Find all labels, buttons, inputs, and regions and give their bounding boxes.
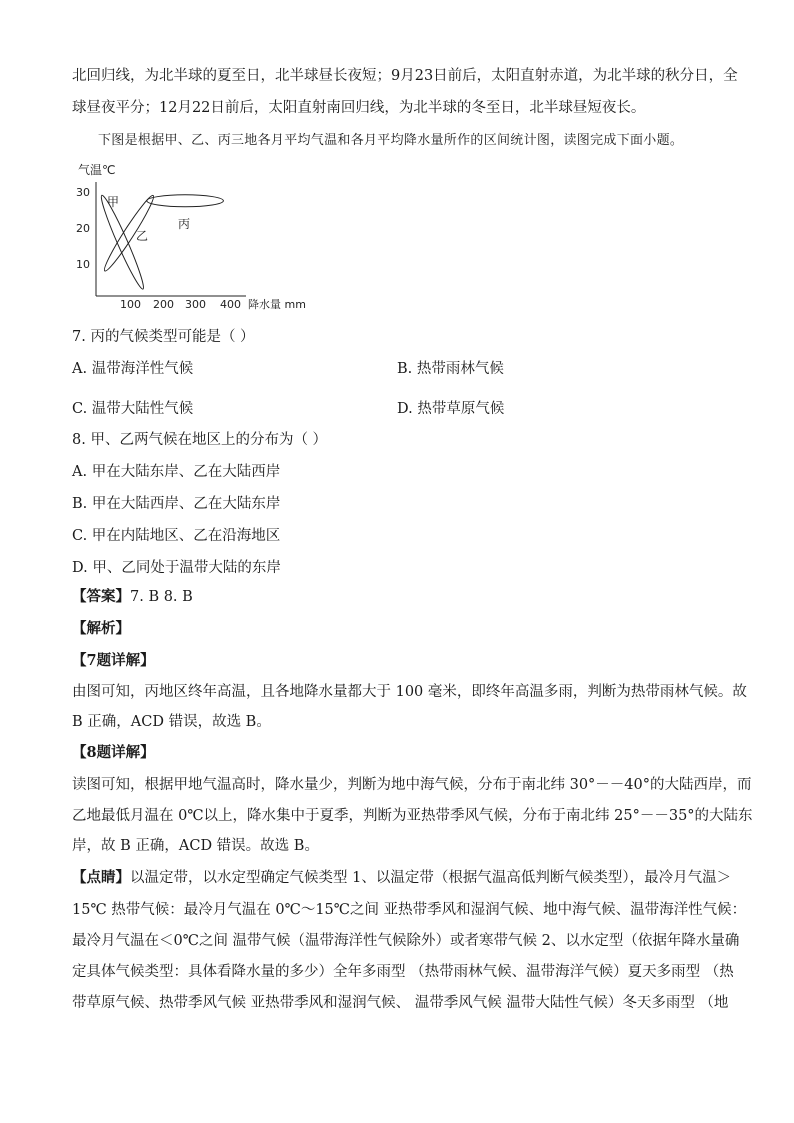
tip-line-3: 最冷月气温在＜0℃之间 温带气候（温带海洋性气候除外）或者寒带气候 2、以水定型（依据年降水量确: [72, 933, 740, 949]
tip-line-4: 定具体气候类型：具体看降水量的多少）全年多雨型 （热带雨林气候、温带海洋气候）夏天多雨型 （热: [72, 964, 734, 980]
y-tick-20: 20: [76, 222, 90, 235]
q7-detail-line-2: B 正确，ACD 错误，故选 B。: [72, 714, 271, 730]
y-tick-10: 10: [76, 258, 90, 271]
analysis-tag: 【解析】: [72, 620, 130, 637]
q8-option-d: D. 甲、乙同处于温带大陆的东岸: [72, 560, 281, 576]
q8-detail-line-1: 读图可知，根据甲地气温高时，降水量少，判断为地中海气候，分布于南北纬 30°－－40°的大陆西岸，而: [72, 777, 752, 793]
question-prompt: 下图是根据甲、乙、丙三地各月平均气温和各月平均降水量所作的区间统计图，读图完成下面小题。: [98, 133, 684, 148]
climate-range-chart: [60, 158, 330, 318]
intro-line-2: 球昼夜平分；12月22日前后，太阳直射南回归线，为北半球的冬至日，北半球昼短夜长。: [72, 100, 646, 116]
q8-option-c: C. 甲在内陆地区、乙在沿海地区: [72, 528, 281, 544]
q7-option-c: C. 温带大陆性气候: [72, 401, 194, 417]
tip-text-1: 以温定带，以水定型确定气候类型 1、以温定带（根据气温高低判断气候类型），最冷月气温＞: [130, 870, 732, 886]
q7-detail-tag: 【7题详解】: [72, 652, 155, 669]
q7-detail-line-1: 由图可知，丙地区终年高温，且各地降水量都大于 100 毫米，即终年高温多雨，判断为热带雨林气候。故: [72, 684, 747, 700]
answer-line: [72, 587, 722, 607]
q7-option-d: D. 热带草原气候: [397, 401, 505, 417]
q8-detail-tag: 【8题详解】: [72, 744, 155, 761]
region-bing: [147, 195, 224, 207]
tip-line-5: 带草原气候、热带季风气候 亚热带季风和湿润气候、 温带季风气候 温带大陆性气候）冬天多雨型 （地: [72, 995, 729, 1011]
q7-stem: 7. 丙的气候类型可能是（ ）: [72, 329, 255, 345]
tip-line-1: [72, 868, 732, 888]
answer-text: 7. B 8. B: [130, 589, 193, 605]
q8-detail-line-3: 岸，故 B 正确，ACD 错误。故选 B。: [72, 838, 319, 854]
answer-tag: 【答案】: [72, 588, 130, 605]
x-tick-400: 400: [220, 298, 241, 311]
q8-option-a: A. 甲在大陆东岸、乙在大陆西岸: [72, 464, 281, 480]
q8-detail-line-2: 乙地最低月温在 0℃以上，降水集中于夏季，判断为亚热带季风气候，分布于南北纬 25°－－35°的大陆东: [72, 808, 753, 824]
x-tick-300: 300: [185, 298, 206, 311]
q7-option-b: B. 热带雨林气候: [397, 361, 504, 377]
intro-line-1: 北回归线，为北半球的夏至日，北半球昼长夜短；9月23日前后，太阳直射赤道，为北半球的秋分日，全: [72, 68, 738, 84]
q8-stem: 8. 甲、乙两气候在地区上的分布为（ ）: [72, 432, 328, 448]
x-axis-label: 降水量 mm: [248, 298, 306, 311]
tip-tag: 【点睛】: [72, 869, 130, 886]
q8-option-b: B. 甲在大陆西岸、乙在大陆东岸: [72, 496, 281, 512]
x-tick-200: 200: [153, 298, 174, 311]
q7-option-a: A. 温带海洋性气候: [72, 361, 194, 377]
y-axis-label: 气温℃: [78, 163, 116, 177]
label-bing: 丙: [178, 217, 191, 231]
label-jia: 甲: [107, 195, 120, 209]
y-tick-30: 30: [76, 186, 90, 199]
tip-line-2: 15℃ 热带气候：最冷月气温在 0℃～15℃之间 亚热带季风和湿润气候、地中海气候、温带海洋性气候：: [72, 902, 747, 918]
x-tick-100: 100: [120, 298, 141, 311]
label-yi: 乙: [136, 229, 149, 243]
